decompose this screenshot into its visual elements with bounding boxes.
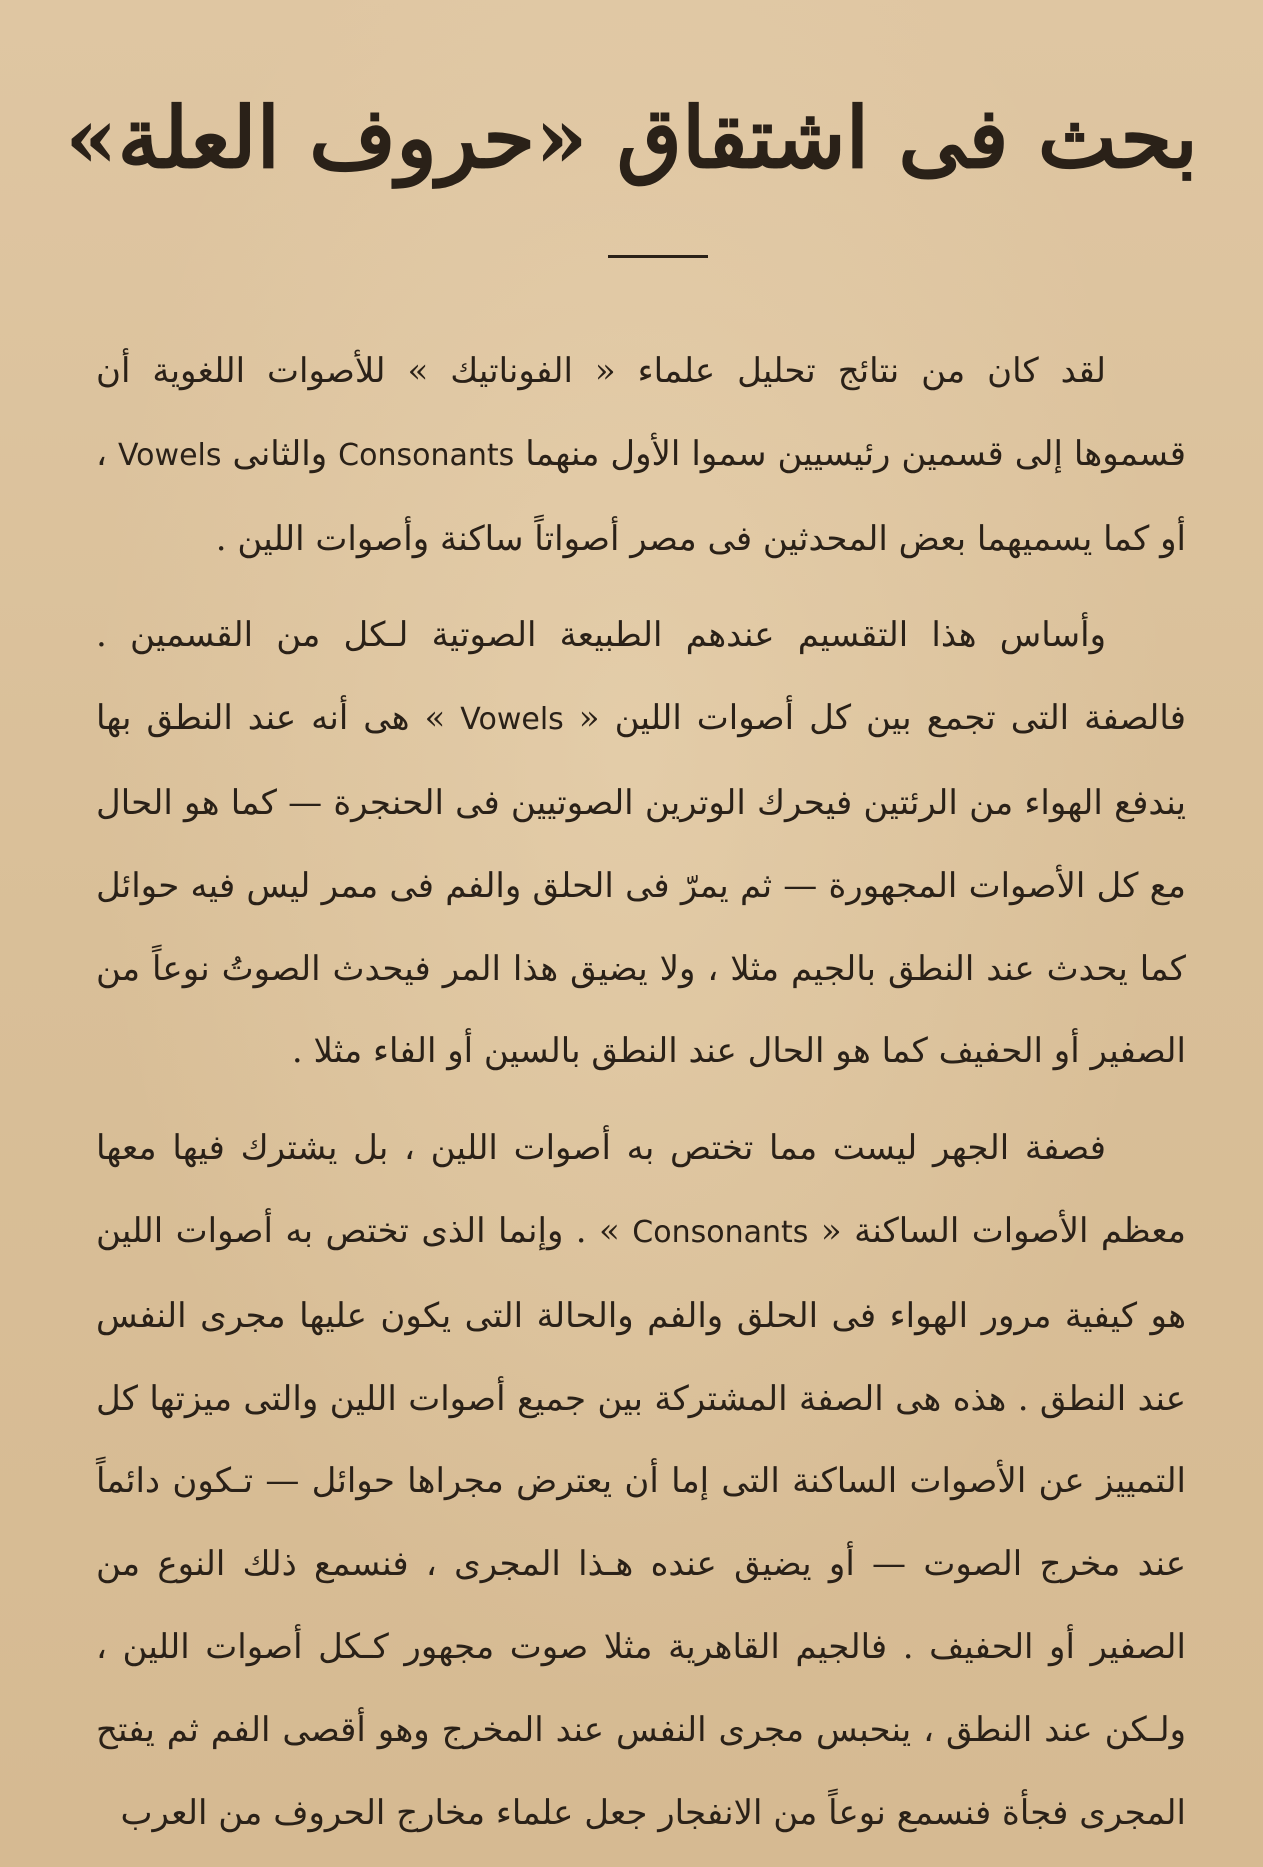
text-run: » . وإنما الذى تختص به أصوات اللين هو كيفية مرور الهواء فى الحلق والفم والحالة التى يكون عليها مجرى النفس عند النطق . هذه هى الصفة المشتركة بين جميع أصوات اللين والتى ميزتها كل التمييز عن الأصوات الساكنة التى إما أن يعترض مجراها حوائل — تـكون دائماً عند مخرج الصوت — أو يضيق عنده هـذا المجرى ، فنسمع ذلك النوع من الصفير أو الحفيف . فالجيم القاهرية مثلا صوت مجهور كـكل أصوات اللين ، ولـكن عند النطق ، ينحبس مجرى النفس عند المخرج وهو أقصى الفم ثم يفتح المجرى فجأة فنسمع نوعاً من الانفجار جعل علماء مخارج الحروف من العرب (96, 1210, 1186, 1833)
text-run: والثانى (221, 433, 339, 474)
latin-term: Consonants (632, 1214, 809, 1250)
title-divider (608, 255, 708, 258)
latin-term: Consonants (338, 437, 515, 473)
text-run: لقد كان من نتائج تحليل علماء « الفوناتيك » للأصوات اللغوية أن قسموها إلى قسمين رئيسيين سموا الأول منهما (96, 351, 1187, 474)
text-run: وأساس هذا التقسيم عندهم الطبيعة الصوتية لـكل من القسمين . فالصفة التى تجمع بين كل أصوات اللين « (96, 615, 1186, 739)
latin-term: Vowels (117, 437, 222, 473)
text-run: » هى أنه عند النطق بها يندفع الهواء من الرئتين فيحرك الوترين الصوتيين فى الحنجرة — كما هو الحال مع كل الأصوات المجهورة — ثم يمرّ فى الحلق والفم فى ممر ليس فيه حوائل كما يحدث عند النطق بالجيم مثلا ، ولا يضيق هذا المر فيحدث الصوتُ نوعاً من الصفير أو الحفيف كما هو الحال عند النطق بالسين أو الفاء مثلا . (96, 698, 1186, 1072)
text-run: ، أو كما يسميهما بعض المحدثين فى مصر أصواتاً ساكنة وأصوات اللين . (96, 433, 1186, 559)
article-title: بحث فى اشتقاق «حروف العلة» (65, 88, 1198, 187)
paragraph-1 (96, 330, 1186, 580)
text-run: فصفة الجهر ليست مما تختص به أصوات اللين ، بل يشترك فيها معها معظم الأصوات الساكنة « (96, 1128, 1186, 1251)
latin-term: Vowels (460, 702, 564, 738)
article-body (96, 330, 1186, 1854)
paragraph-3 (96, 1107, 1186, 1854)
paragraph-2 (96, 594, 1186, 1093)
